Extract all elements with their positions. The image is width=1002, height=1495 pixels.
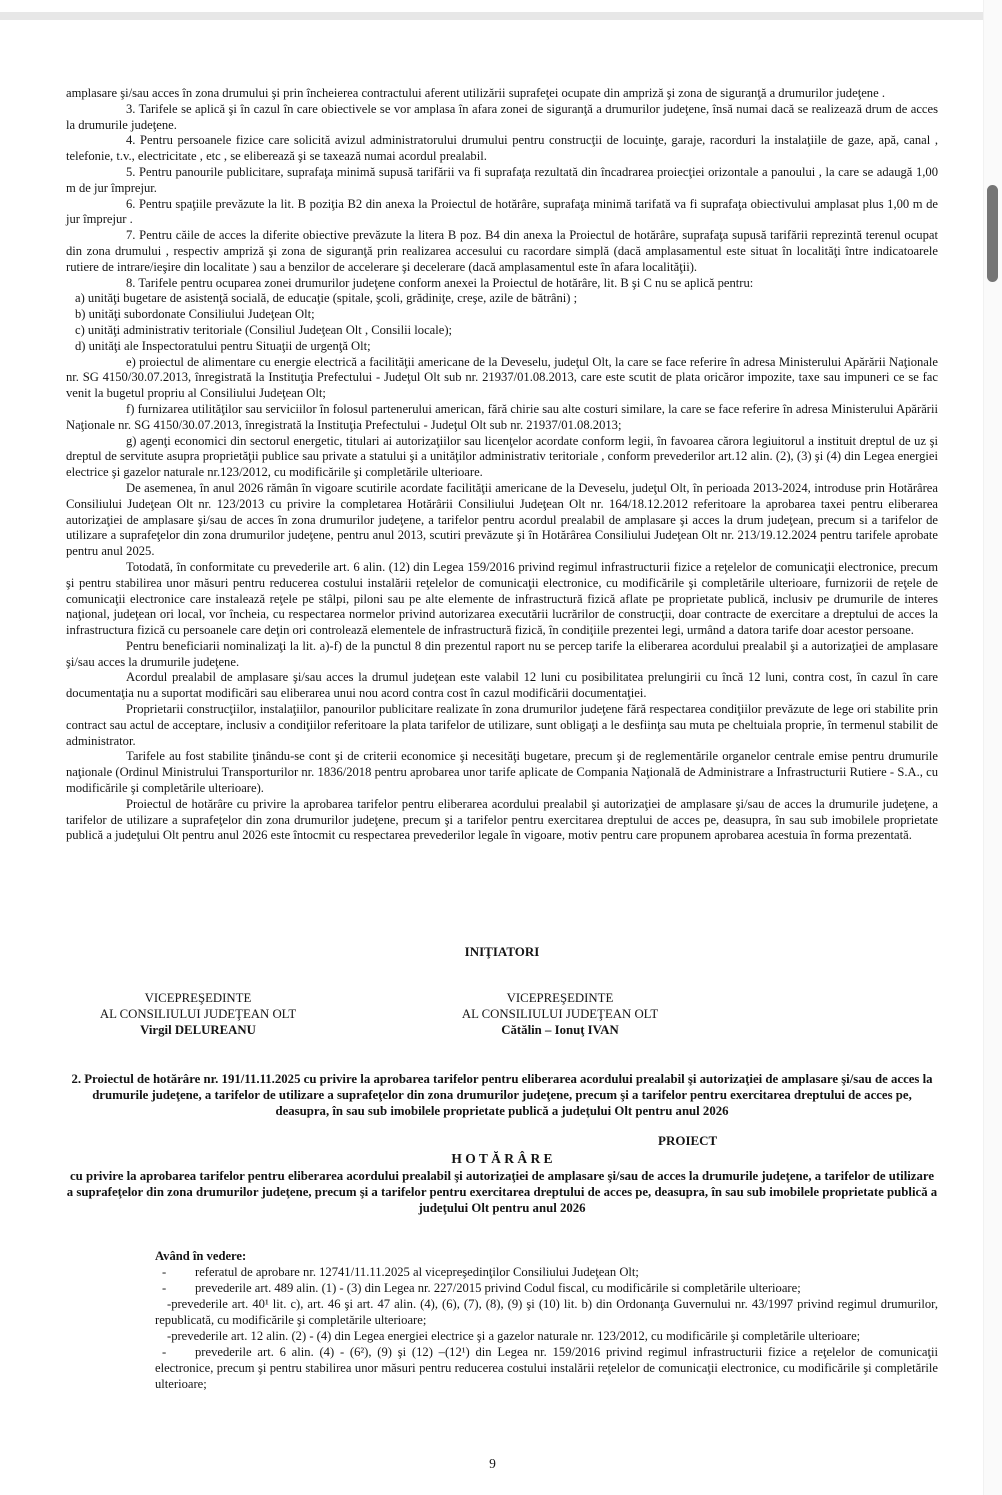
having-item bbox=[155, 1328, 938, 1344]
signature-org: AL CONSILIULUI JUDEŢEAN OLT bbox=[99, 1007, 297, 1021]
list-dash: - bbox=[162, 1281, 167, 1295]
body-paragraph: Proiectul de hotărâre cu privire la aprobarea tarifelor pentru eliberarea acordului prealabil şi autorizaţiei de amplasare şi/sau de acces la drumurile judeţene, a tarifelor de utilizare a suprafeţelor din zona drumurilor judeţene, precum şi a tarifelor pentru exercitarea dreptului de acces pe, deasupra, în sau sub imobilele proprietate publică a judeţului Olt pentru anul 2026 este întocmit cu respectarea prevederilor legale în vigoare, motiv pentru care propunem aprobarea acestuia în forma prezentată. bbox=[66, 796, 938, 843]
list-dash: - bbox=[162, 1345, 167, 1359]
body-paragraph: 8. Tarifele pentru ocuparea zonei drumurilor judeţene conform anexei la Proiectul de hotărâre, lit. B şi C nu se aplică pentru: bbox=[126, 275, 754, 290]
body-paragraph: Acordul prealabil de amplasare şi/sau acces la drumul judeţean este valabil 12 luni cu posibilitatea prelungirii cu încă 12 luni, contra cost, în cazul în care documentaţia nu a suportat modificări sau eliberarea unui nou acord contra cost în cazul modificării documentaţiei. bbox=[66, 670, 938, 701]
body-paragraph: 7. Pentru căile de acces la diferite obiective prevăzute la litera B poz. B4 din anexa la Proiectul de hotărâre, suprafaţa supusă tarifării reprezintă terenul ocupat din zona drumului , respectiv ampriză şi zona de siguranţă prin realizarea accesului cu racordare simplă (dacă amplasamentul este situat în localităţi între indicatoarele rutiere de intrare/ieşire din localitate ) sau a benzilor de accelerare şi decelerare (dacă amplasamentul este în afara localităţii). bbox=[66, 228, 938, 274]
hotarare-title: H O T Ă R Â R E bbox=[451, 1151, 553, 1166]
having-item bbox=[155, 1344, 938, 1392]
having-item bbox=[155, 1264, 938, 1280]
body-paragraph: 4. Pentru persoanele fizice care solicită avizul administratorului drumului pentru construcţii de locuinţe, garaje, racorduri la instalaţiile de gaze, apă, canal , telefonie, t.v., electricitate , etc , se eliberează şi se taxează numai acordul prealabil. bbox=[66, 133, 938, 164]
body-paragraph: Proprietarii construcţiilor, instalaţiilor, panourilor publicitare realizate în zona drumurilor judeţene fără respectarea condiţiilor prevăzute de lege ori stabilite prin contract sau actul de acceptare, inclusiv a condiţiilor referitoare la plata tarifelor de utilizare, sunt obligaţi a le desfiinţa sau muta pe cheltuiala proprie, în termenul stabilit de administrator. bbox=[66, 702, 938, 748]
hotarare-subtitle: cu privire la aprobarea tarifelor pentru eliberarea acordului prealabil şi autorizaţiei de amplasare şi/sau de acces la drumurile judeţene, a tarifelor de utilizare a suprafeţelor din zona drumurilor judeţene, precum şi a tarifelor pentru exercitarea dreptului de acces pe, deasupra, în sau sub imobilele proprietate publică a judeţului Olt pentru anul 2026 bbox=[66, 1169, 938, 1215]
signature-block-left bbox=[66, 990, 330, 1038]
section2-title: 2. Proiectul de hotărâre nr. 191/11.11.2025 cu privire la aprobarea tarifelor pentru eliberarea acordului prealabil şi autorizaţiei de amplasare şi/sau de acces la drumurile judeţene, a tarifelor de utilizare a suprafeţelor din zona drumurilor judeţene, precum şi a tarifelor pentru exercitarea dreptului de acces pe, deasupra, în sau sub imobilele proprietate publică a judeţului Olt pentru anul 2026 bbox=[71, 1072, 933, 1118]
list-item: b) unităţi subordonate Consiliului Judeţean Olt; bbox=[75, 307, 315, 322]
proiect-label-row bbox=[66, 1133, 938, 1149]
signature-name: Virgil DELUREANU bbox=[140, 1023, 256, 1037]
list-item: e) proiectul de alimentare cu energie electrică a facilităţii americane de la Deveselu, judeţul Olt, la care se face referire în adresa Ministerului Apărării Naţionale nr. SG 4150/30.07.2013, înregistrată la Instituţia Prefectului - Judeţul Olt sub nr. 21937/01.08.2013, care este scutit de plata oricăror impozite, taxe sau impuneri ce se fac venit la bugetul propriu al Consiliului Judeţean Olt; bbox=[66, 354, 938, 401]
body-paragraph: Pentru beneficiarii nominalizaţi la lit. a)-f) de la punctul 8 din prezentul raport nu se percep tarife la eliberarea acordului prealabil şi a autorizaţiei de amplasare şi/sau acces la drumurile judeţene. bbox=[66, 638, 938, 669]
signature-org: AL CONSILIULUI JUDEŢEAN OLT bbox=[461, 1007, 659, 1021]
signature-name: Cătălin – Ionuţ IVAN bbox=[501, 1023, 619, 1037]
having-item bbox=[155, 1296, 938, 1328]
signature-title: VICEPREŞEDINTE bbox=[144, 991, 252, 1005]
list-item: a) unităţi bugetare de asistenţă socială, de educaţie (spitale, şcoli, grădiniţe, creşe, azile de bătrâni) ; bbox=[75, 291, 578, 306]
having-item bbox=[155, 1280, 938, 1296]
scrollbar-thumb[interactable] bbox=[987, 185, 998, 282]
having-in-view-block bbox=[155, 1248, 938, 1392]
having-item-text: -prevederile art. 12 alin. (2) - (4) din Legea energiei electrice şi a gazelor naturale nr. 123/2012, cu modificările şi completările ulterioare; bbox=[167, 1329, 861, 1343]
document-page bbox=[66, 86, 938, 844]
signature-title: VICEPREŞEDINTE bbox=[506, 991, 614, 1005]
proiect-label: PROIECT bbox=[658, 1133, 718, 1148]
page-number: 9 bbox=[489, 1456, 496, 1471]
having-item-text: -prevederile art. 40¹ lit. c), art. 46 şi art. 47 alin. (4), (6), (7), (8), (9) şi (10) lit. b) din Ordonanţa Guvernului nr. 43/1997 privind regimul drumurilor, republicată, cu modificările şi completările ulterioare; bbox=[155, 1297, 938, 1327]
list-item: f) furnizarea utilităţilor sau serviciilor în folosul partenerului american, fără chirie sau alte costuri similare, la care se face referire în adresa Ministerului Apărării Naţionale nr. SG 4150/30.07.2013, înregistrată la Instituţia Prefectului - Judeţul Olt sub nr. 21937/01.08.2013; bbox=[66, 401, 938, 432]
body-paragraph: De asemenea, în anul 2026 rămân în vigoare scutirile acordate facilităţii americane de la Deveselu, judeţul Olt, în perioada 2013-2024, introduse prin Hotărârea Consiliului Judeţean Olt nr. 123/2013 cu privire la completarea Hotărârii Consiliului Judeţean Olt nr. 164/18.12.2012 referitoare la aprobarea taxei pentru eliberarea autorizaţiei de amplasare şi/sau de acces în zona drumurilor judeţene, a tarifelor pentru acordul prealabil de amplasare şi acces la drum judeţean, precum si a tarifelor de utilizare a suprafeţelor din zona drumurilor judeţene, pentru anul 2013, scutiri prevăzute şi în Hotărârea Consiliului Judeţean Olt nr. 213/19.12.2024 pentru tarifele aprobate pentru anul 2025. bbox=[66, 480, 938, 559]
toolbar-strip bbox=[0, 12, 985, 20]
having-item-text: referatul de aprobare nr. 12741/11.11.2025 al vicepreşedinţilor Consiliului Judeţean Olt; bbox=[195, 1265, 639, 1279]
body-paragraph: 5. Pentru panourile publicitare, suprafaţa minimă supusă tarifării va fi suprafaţa rezultată din încadrarea proiecţiei orizontale a panoului , la care se adaugă 1,00 m de jur împrejur. bbox=[66, 164, 938, 195]
list-item: g) agenţi economici din sectorul energetic, titulari ai autorizaţiilor sau licenţelor acordate conform legii, în favoarea cărora legiuitorul a instituit dreptul de uz şi dreptul de servitute asupra proprietăţii publice sau private a statului şi a unităţilor administrativ teritoriale , conform prevederilor art.12 alin. (2), (3) şi (4) din Legea energiei electrice şi gazelor naturale nr.123/2012, cu modificările şi completările ulterioare. bbox=[66, 433, 938, 480]
body-paragraph: Totodată, în conformitate cu prevederile art. 6 alin. (12) din Legea 159/2016 privind regimul infrastructurii fizice a reţelelor de comunicaţii electronice, precum şi pentru stabilirea unor măsuri pentru reducerea costului instalării reţelelor de comunicaţii electronice, cu modificările şi completările ulterioare, furnizorii de reţele de comunicaţii electronice care instalează reţele pe stâlpi, piloni sau pe alte elemente de infrastructură fizică aflate pe proprietate publică, inclusiv pe drumurile de interes naţional, judeţean ori local, vor încheia, cu respectarea normelor privind autorizarea executării lucrărilor de construcţii, doar contracte de exercitare a dreptului de acces la infrastructura fizică cu persoanele care deţin ori controlează elementele de infrastructură fizică, în condiţiile prezentei legi, urmând a datora tarife doar acestor persoane. bbox=[66, 559, 938, 638]
initiators-heading: INIŢIATORI bbox=[464, 944, 540, 959]
signature-block-right bbox=[448, 990, 672, 1038]
having-item-text: prevederile art. 489 alin. (1) - (3) din Legea nr. 227/2015 privind Codul fiscal, cu modificările si completările ulterioare; bbox=[195, 1281, 801, 1295]
having-heading: Având în vedere: bbox=[155, 1249, 247, 1263]
body-paragraph: 3. Tarifele se aplică şi în cazul în care obiectivele se vor amplasa în afara zonei de siguranţă a drumurilor judeţene, însă numai dacă se realizează drum de acces la drumurile judeţene. bbox=[66, 101, 938, 132]
list-dash: - bbox=[162, 1265, 167, 1279]
scrollbar-track[interactable] bbox=[983, 0, 1002, 1495]
having-item-text: prevederile art. 6 alin. (4) - (6²), (9) şi (12) –(12¹) din Legea nr. 159/2016 privind regimul infrastructurii fizice a reţelelor de comunicaţii electronice, precum şi pentru stabilirea unor măsuri pentru reducerea costului instalării reţelelor de comunicaţii electronice, cu modificările şi completările ulterioare; bbox=[155, 1345, 938, 1391]
body-paragraph: amplasare şi/sau acces în zona drumului şi prin încheierea contractului aferent utilizării suprafeţei ocupate din ampriză şi zona de siguranţă a drumurilor judeţene . bbox=[66, 86, 885, 100]
list-item: c) unităţi administrativ teritoriale (Consiliul Judeţean Olt , Consilii locale); bbox=[75, 322, 453, 337]
body-paragraph: Tarifele au fost stabilite ţinându-se cont şi de criterii economice şi necesităţi bugetare, precum şi de reglementările organelor centrale emise pentru drumurile naţionale (Ordinul Ministrului Transporturilor nr. 1836/2018 pentru aprobarea unor tarife aplicate de Compania Naţională de Administrare a Infrastructurii Rutiere - S.A., cu modificările şi completările ulterioare). bbox=[66, 749, 938, 796]
body-paragraph: 6. Pentru spaţiile prevăzute la lit. B poziţia B2 din anexa la Proiectul de hotărâre, suprafaţa minimă tarifată va fi suprafaţa obiectivului amplasat plus 1,00 m de jur împrejur . bbox=[66, 196, 938, 227]
list-item: d) unităţi ale Inspectoratului pentru Situaţii de urgenţă Olt; bbox=[75, 338, 371, 353]
